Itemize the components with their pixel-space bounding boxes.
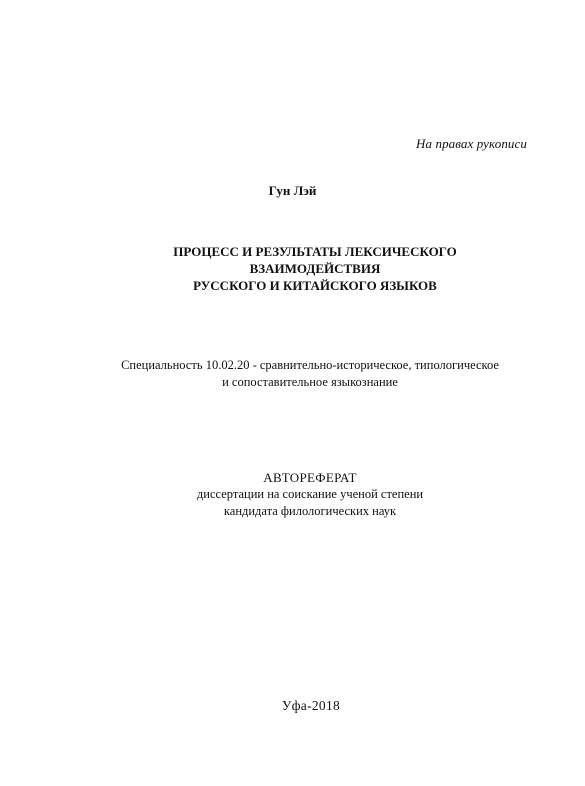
city-year: Уфа-2018 (281, 698, 341, 713)
specialty-block (0, 357, 585, 391)
author-name: Гун Лэй (268, 183, 317, 198)
abstract-label: АВТОРЕФЕРАТ (263, 470, 357, 485)
abstract-block (0, 469, 585, 520)
manuscript-note: На правах рукописи (416, 136, 527, 151)
specialty-line: и сопоставительное языкознание (222, 375, 398, 389)
title-line: ВЗАИМОДЕЙСТВИЯ (249, 261, 381, 276)
title-line: РУССКОГО И КИТАЙСКОГО ЯЗЫКОВ (193, 278, 437, 293)
specialty-line: Специальность 10.02.20 - сравнительно-историческое, типологическое (121, 358, 499, 372)
abstract-line: диссертации на соискание ученой степени (196, 487, 424, 501)
dissertation-title (0, 243, 585, 294)
title-line: ПРОЦЕСС И РЕЗУЛЬТАТЫ ЛЕКСИЧЕСКОГО (173, 244, 457, 259)
abstract-line: кандидата филологических наук (223, 504, 397, 518)
